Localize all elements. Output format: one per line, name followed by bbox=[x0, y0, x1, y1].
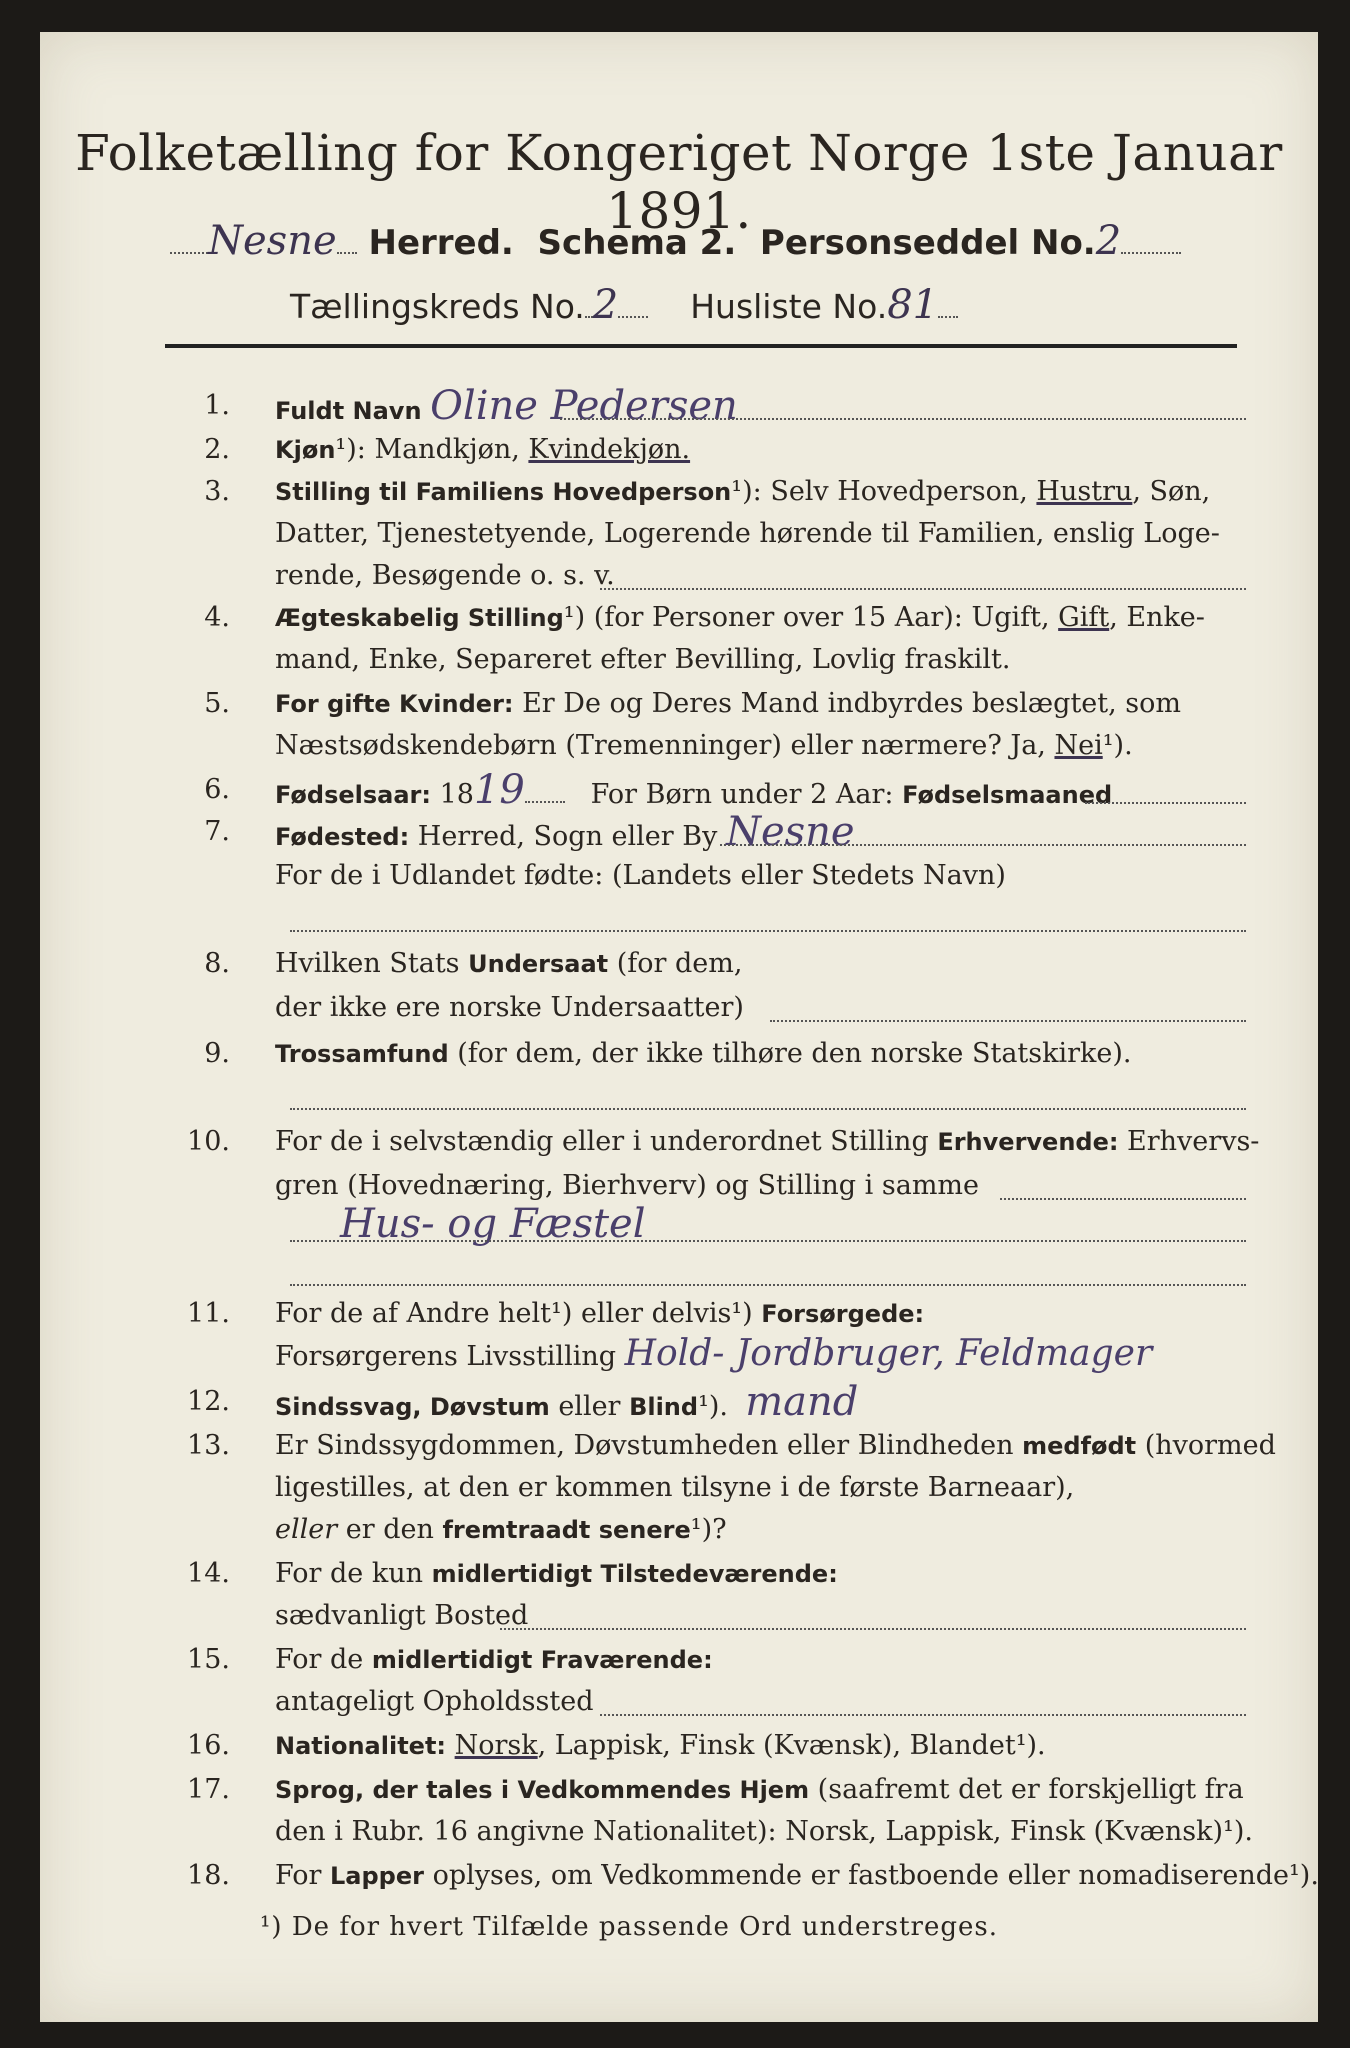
row-label: Sprog, der tales i Vedkommendes Hjem bbox=[275, 1776, 810, 1804]
row-text: eller bbox=[549, 1391, 630, 1422]
underlined-option: Kvindekjøn. bbox=[528, 434, 691, 465]
dotted-line bbox=[290, 1284, 1246, 1286]
dotted-line bbox=[560, 418, 1246, 420]
occupation-value: Hus- og Fæstel bbox=[340, 1201, 646, 1247]
birthplace-value: Nesne bbox=[725, 809, 855, 855]
dotted-line bbox=[1085, 802, 1246, 804]
kreds-value: 2 bbox=[592, 282, 619, 328]
row-text: ¹). bbox=[698, 1391, 729, 1422]
row-text: For de af Andre helt¹) eller delvis¹) bbox=[275, 1298, 762, 1329]
row-text: For de i selvstændig eller i underordnet Stilling bbox=[275, 1126, 938, 1157]
row-text: Herred, Sogn eller By bbox=[417, 821, 718, 852]
row-label: Nationalitet: bbox=[275, 1732, 447, 1760]
row-text: antageligt Opholdssted bbox=[275, 1686, 594, 1717]
row-text: For bbox=[275, 1860, 331, 1891]
row-text: , Enke- bbox=[1109, 602, 1205, 633]
dotted-line bbox=[600, 1714, 1246, 1716]
row-number: 8. bbox=[204, 948, 230, 979]
row-text bbox=[446, 1730, 455, 1761]
row-number: 14. bbox=[187, 1558, 230, 1589]
name-value: Oline Pedersen bbox=[430, 383, 738, 429]
dotted-line bbox=[290, 1240, 1246, 1242]
row-number: 7. bbox=[204, 816, 230, 847]
underlined-option: Gift bbox=[1058, 602, 1110, 633]
row-text: Erhvervs- bbox=[1118, 1126, 1260, 1157]
row-text: , Lappisk, Finsk (Kvænsk), Blandet¹). bbox=[537, 1730, 1046, 1761]
row-text: Næstsødskendebørn (Tremenninger) eller nærmere? Ja, bbox=[275, 730, 1055, 761]
row-text: eller bbox=[275, 1514, 338, 1545]
row-label: midlertidigt Fraværende: bbox=[371, 1646, 713, 1674]
row-number: 15. bbox=[187, 1644, 230, 1675]
personseddel-label: Personseddel No. bbox=[759, 223, 1096, 263]
row-text: For de i Udlandet fødte: (Landets eller Stedets Navn) bbox=[275, 860, 1006, 891]
row-label: Lapper bbox=[330, 1862, 424, 1890]
disability-value: mand bbox=[745, 1379, 859, 1425]
row-text: (for dem, der ikke tilhøre den norske Statskirke). bbox=[448, 1038, 1132, 1069]
row-label: Fuldt Navn bbox=[275, 397, 422, 425]
row-text: ¹): Selv Hovedperson, bbox=[731, 476, 1037, 507]
dotted-line bbox=[600, 588, 1246, 590]
row-label: Trossamfund bbox=[275, 1040, 449, 1068]
row-text: ¹): Mandkjøn, bbox=[335, 434, 529, 465]
row-text: ¹)? bbox=[690, 1514, 727, 1545]
row-number: 12. bbox=[187, 1386, 230, 1417]
herred-value: Nesne bbox=[208, 218, 337, 264]
row-text: rende, Besøgende o. s. v. bbox=[275, 560, 615, 591]
row-text: For de kun bbox=[275, 1558, 432, 1589]
husliste-label: Husliste No. bbox=[690, 287, 888, 326]
row-label: midlertidigt Tilstedeværende: bbox=[431, 1560, 838, 1588]
row-text: For Børn under 2 Aar: bbox=[590, 779, 903, 810]
row-number: 16. bbox=[187, 1730, 230, 1761]
row-number: 11. bbox=[187, 1298, 230, 1329]
census-form-sheet bbox=[40, 32, 1318, 2022]
row-label: For gifte Kvinder: bbox=[275, 690, 514, 718]
row-text: Forsørgerens Livsstilling bbox=[275, 1341, 617, 1372]
row-number: 17. bbox=[187, 1774, 230, 1805]
row-label: Kjøn bbox=[275, 436, 336, 464]
row-number: 18. bbox=[187, 1860, 230, 1891]
row-number: 4. bbox=[204, 602, 230, 633]
row-label: Ægteskabelig Stilling bbox=[275, 604, 564, 632]
footnote: ¹) De for hvert Tilfælde passende Ord understreges. bbox=[260, 1912, 999, 1942]
row-label: Blind bbox=[629, 1393, 699, 1421]
row-text: (for dem, bbox=[608, 948, 743, 979]
row-text: Datter, Tjenestetyende, Logerende hørende til Familien, enslig Loge- bbox=[275, 518, 1220, 549]
row-label: Forsørgede: bbox=[761, 1300, 925, 1328]
dotted-line bbox=[770, 1020, 1246, 1022]
husliste-value: 81 bbox=[887, 282, 939, 328]
row-text: For de bbox=[275, 1644, 372, 1675]
row-number: 2. bbox=[204, 434, 230, 465]
schema-label: Schema 2. bbox=[537, 223, 737, 263]
row-number: 13. bbox=[187, 1430, 230, 1461]
row-label: Undersaat bbox=[468, 950, 609, 978]
dotted-line bbox=[720, 844, 1246, 846]
row-text: er den bbox=[337, 1514, 443, 1545]
row-text: oplyses, om Vedkommende er fastboende eller nomadiserende¹). bbox=[423, 1860, 1319, 1891]
row-label: Sindssvag, Døvstum bbox=[275, 1393, 550, 1421]
dotted-line bbox=[1000, 1198, 1246, 1200]
row-text: ¹) (for Personer over 15 Aar): Ugift, bbox=[563, 602, 1059, 633]
header-line-herred bbox=[170, 218, 1250, 264]
herred-label: Herred. bbox=[368, 223, 514, 263]
row-text: ligestilles, at den er kommen tilsyne i de første Barneaar), bbox=[275, 1472, 1075, 1503]
dotted-line bbox=[290, 1108, 1246, 1110]
dotted-line bbox=[290, 930, 1246, 932]
personseddel-value: 2 bbox=[1095, 218, 1122, 264]
header-line-kreds bbox=[290, 282, 958, 328]
row-number: 1. bbox=[204, 390, 230, 421]
row-text: Hvilken Stats bbox=[275, 948, 469, 979]
row-text: (hvormed bbox=[1136, 1430, 1276, 1461]
row-text: mand, Enke, Separeret efter Bevilling, Lovlig fraskilt. bbox=[275, 644, 1011, 675]
birth-year-value: 19 bbox=[473, 767, 525, 813]
row-text: Er Sindssygdommen, Døvstumheden eller Blindheden bbox=[275, 1430, 1023, 1461]
underlined-option: Hustru bbox=[1036, 476, 1133, 507]
row-number: 9. bbox=[204, 1038, 230, 1069]
row-label: Stilling til Familiens Hovedperson bbox=[275, 478, 732, 506]
row-text: sædvanligt Bosted bbox=[275, 1600, 529, 1631]
provider-occupation-value: Hold- Jordbruger, Feldmager bbox=[624, 1333, 1153, 1374]
row-number: 5. bbox=[204, 688, 230, 719]
row-text: (saafremt det er forskjelligt fra bbox=[809, 1774, 1244, 1805]
row-number: 10. bbox=[187, 1126, 230, 1157]
underlined-option: Nei bbox=[1054, 730, 1103, 761]
row-label: Erhvervende: bbox=[937, 1128, 1119, 1156]
row-text: , Søn, bbox=[1132, 476, 1211, 507]
row-text: ¹). bbox=[1102, 730, 1133, 761]
row-number: 6. bbox=[204, 774, 230, 805]
row-number: 3. bbox=[204, 476, 230, 507]
underlined-option: Norsk bbox=[454, 1730, 538, 1761]
row-text: den i Rubr. 16 angivne Nationalitet): Norsk, Lappisk, Finsk (Kvænsk)¹). bbox=[275, 1816, 1253, 1847]
row-label: Fødested: bbox=[275, 823, 410, 851]
row-text: gren (Hovednæring, Bierhverv) og Stilling i samme bbox=[275, 1170, 980, 1201]
kreds-label: Tællingskreds No. bbox=[290, 287, 585, 326]
row-label: Fødselsmaaned bbox=[902, 781, 1113, 809]
form-title: Folketælling for Kongeriget Norge 1ste Januar 1891. bbox=[75, 124, 1283, 240]
row-text: 18 bbox=[439, 779, 474, 810]
header-rule bbox=[165, 344, 1237, 348]
row-text: der ikke ere norske Undersaatter) bbox=[275, 992, 744, 1023]
row-label: fremtraadt senere bbox=[442, 1516, 691, 1544]
row-label: medfødt bbox=[1022, 1432, 1137, 1460]
row-text: Er De og Deres Mand indbyrdes beslægtet, som bbox=[522, 688, 1181, 719]
row-label: Fødselsaar: bbox=[275, 781, 431, 809]
dotted-line bbox=[500, 1628, 1246, 1630]
